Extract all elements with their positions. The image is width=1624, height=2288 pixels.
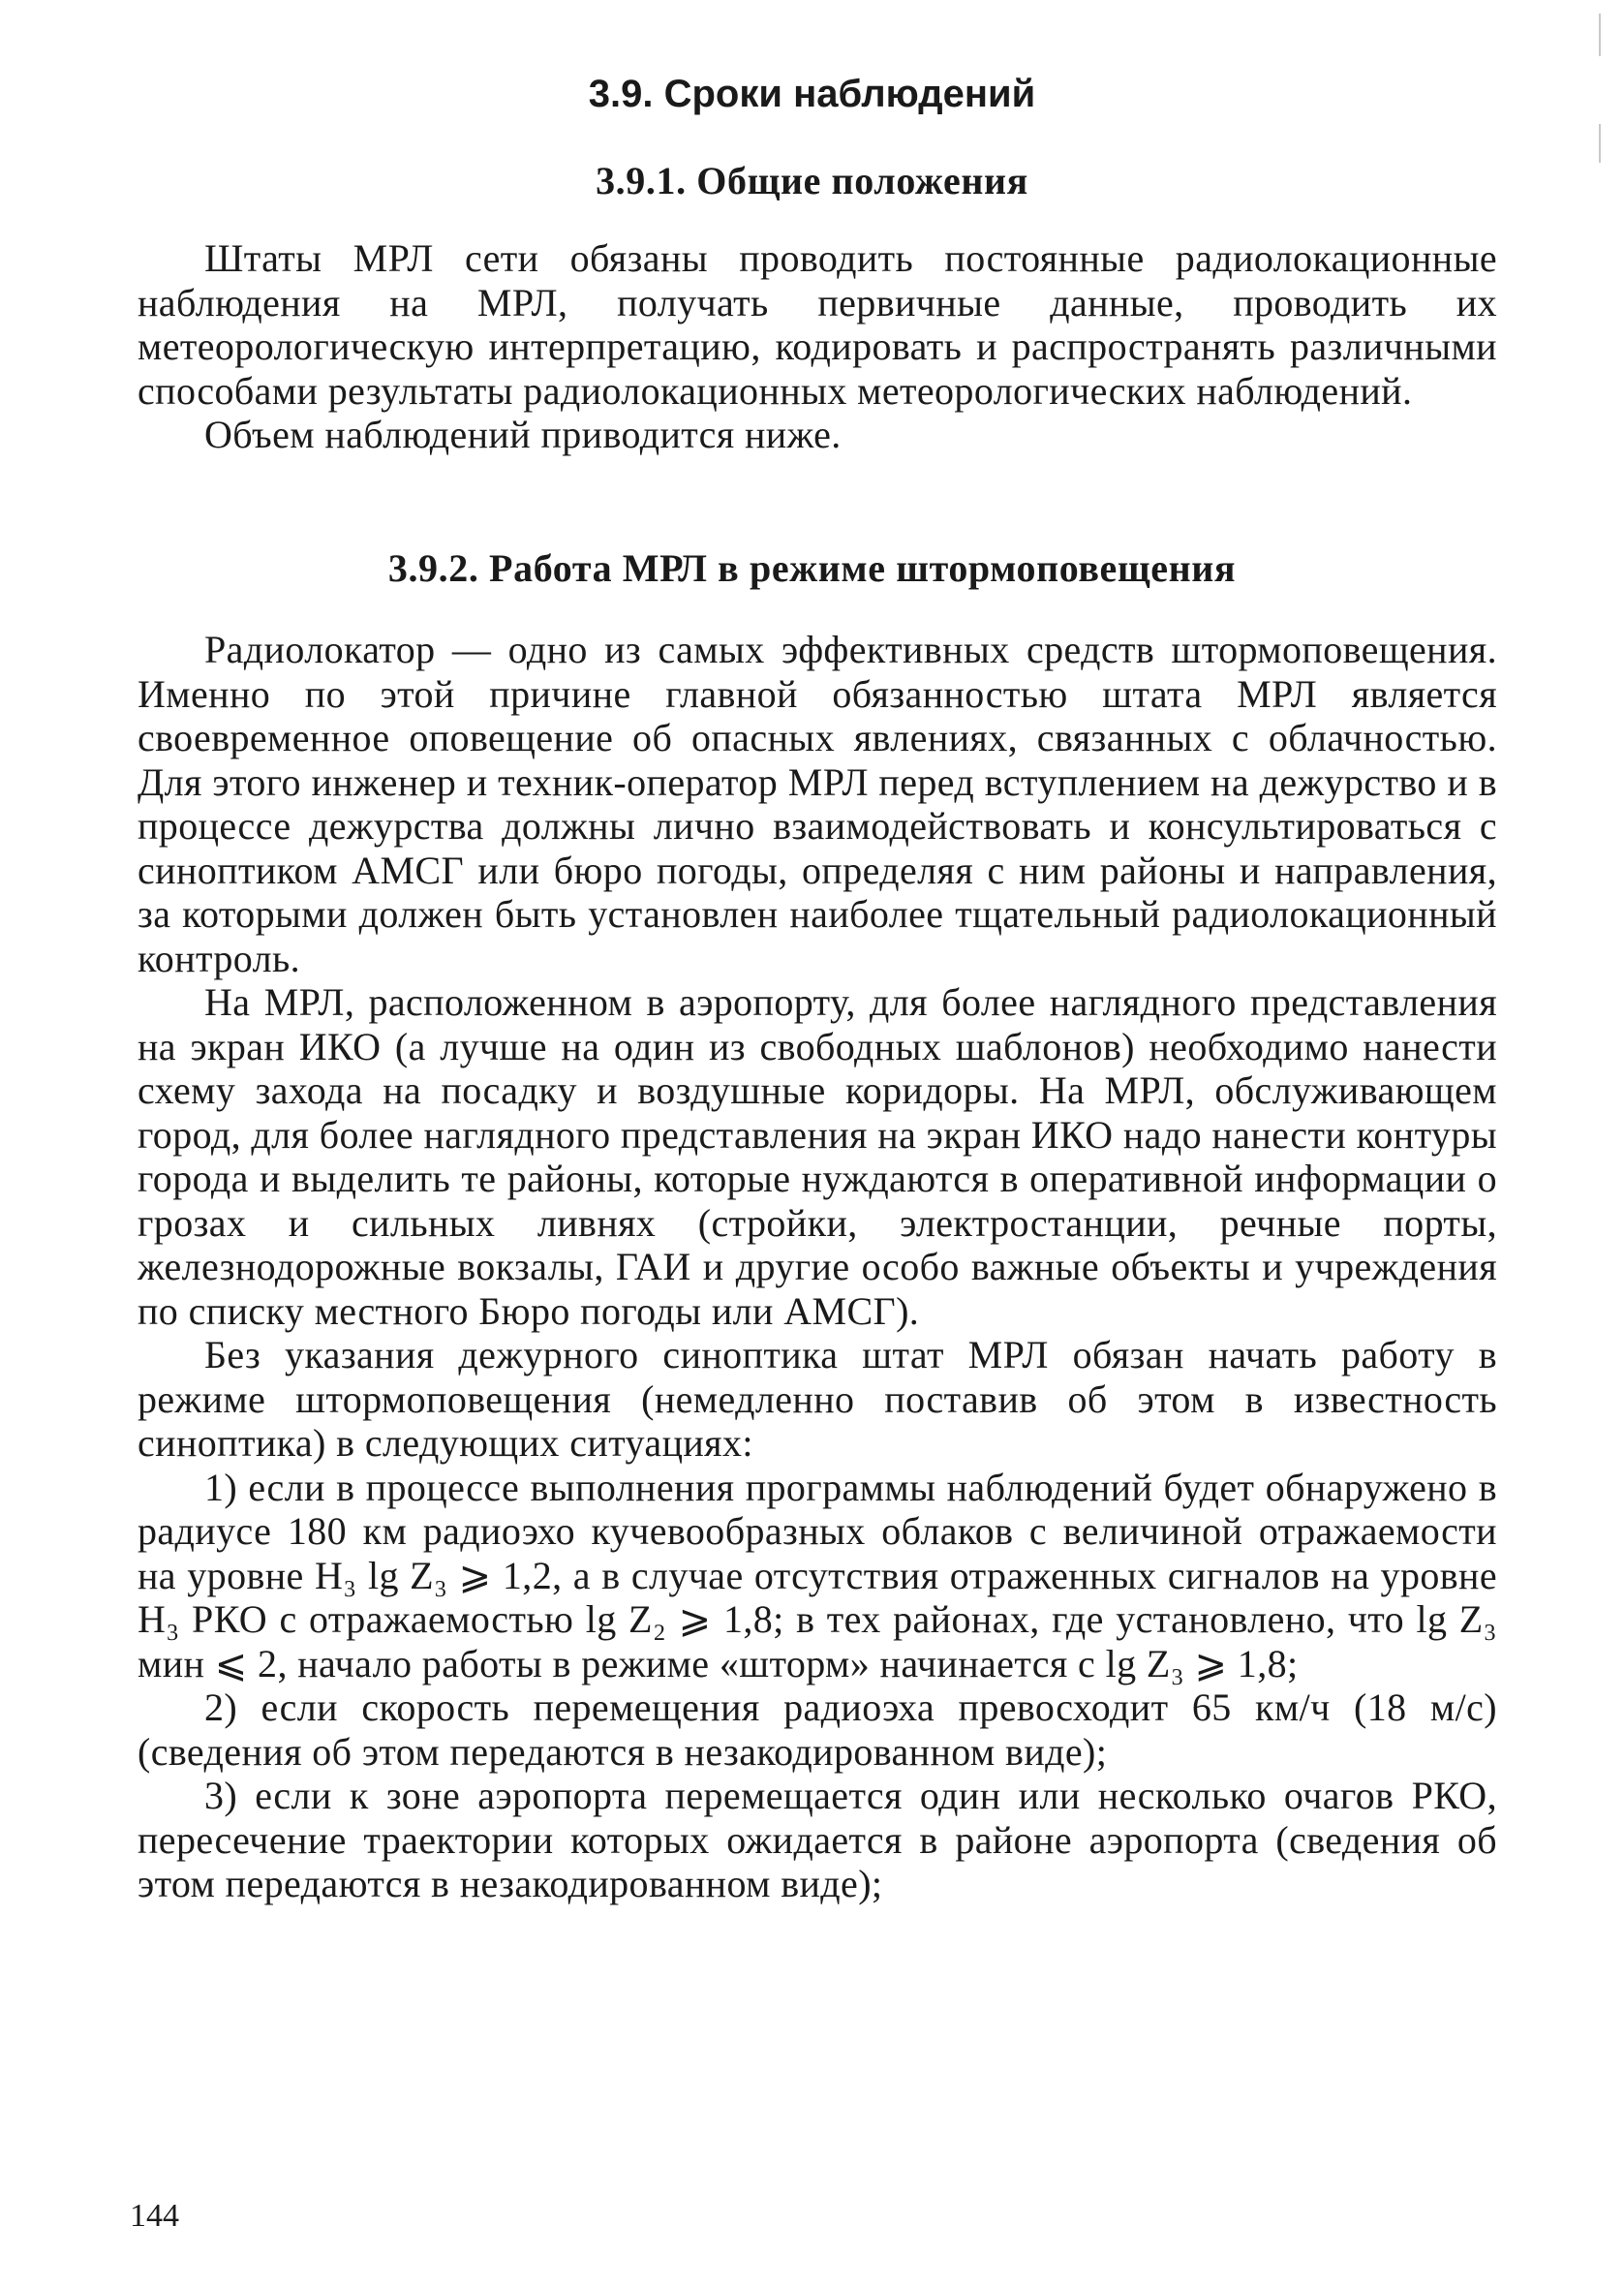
section-2-body bbox=[138, 628, 1497, 1906]
paragraph: Штаты МРЛ сети обязаны проводить постоянные радиолокационные наблюдения на МРЛ, получать первичные данные, проводить их метеорологическую интерпретацию, кодировать и распространять различными способами результаты радиолокационных метеорологических наблюдений. bbox=[138, 236, 1497, 413]
edge-mark bbox=[1599, 14, 1601, 56]
section-1-body bbox=[138, 236, 1497, 457]
list-item: 2) если скорость перемещения радиоэха превосходит 65 км/ч (18 м/с) (сведения об этом передаются в незакодированном виде); bbox=[138, 1685, 1497, 1774]
page-number: 144 bbox=[130, 2198, 179, 2234]
paragraph: Без указания дежурного синоптика штат МРЛ обязан начать работу в режиме штормоповещения (немедленно поставив об этом в известность синоптика) в следующих ситуациях: bbox=[138, 1333, 1497, 1465]
paragraph: Радиолокатор — одно из самых эффективных средств штормоповещения. Именно по этой причине главной обязанностью штата МРЛ является своевременное оповещение об опасных явлениях, связанных с облачностью. Для этого инженер и техник-оператор МРЛ перед вступлением на дежурство и в процессе дежурства должны лично взаимодействовать и консультироваться с синоптиком АМСГ или бюро погоды, определяя с ним районы и направления, за которыми должен быть установлен наиболее тщательный радиолокационный контроль. bbox=[138, 628, 1497, 980]
subsection-heading-storm-warning: 3.9.2. Работа МРЛ в режиме штормоповещения bbox=[387, 546, 1237, 590]
section-heading: 3.9. Сроки наблюдений bbox=[588, 73, 1036, 115]
subsection-heading-general: 3.9.1. Общие положения bbox=[596, 159, 1028, 202]
list-item: 1) если в процессе выполнения программы наблюдений будет обнаружено в радиусе 180 км радиоэхо кучевообразных облаков с величиной отражаемости на уровне H₃ lg Z₃ ⩾ 1,2, а в случае отсутствия отраженных сигналов на уровне H₃ РКО с отражаемостью lg Z₂ ⩾ 1,8; в тех районах, где установлено, что lg Z₃ мин ⩽ 2, начало работы в режиме «шторм» начинается с lg Z₃ ⩾ 1,8; bbox=[138, 1465, 1497, 1685]
paragraph: На МРЛ, расположенном в аэропорту, для более наглядного представления на экран ИКО (а лучше на один из свободных шаблонов) необходимо нанести схему захода на посадку и воздушные коридоры. На МРЛ, обслуживающем город, для более наглядного представления на экран ИКО надо нанести контуры города и выделить те районы, которые нуждаются в оперативной информации о грозах и сильных ливнях (стройки, электростанции, речные порты, железнодорожные вокзалы, ГАИ и другие особо важные объекты и учреждения по списку местного Бюро погоды или АМСГ). bbox=[138, 980, 1497, 1333]
paragraph: Объем наблюдений приводится ниже. bbox=[204, 413, 842, 456]
list-item: 3) если к зоне аэропорта перемещается один или несколько очагов РКО, пересечение траектории которых ожидается в районе аэропорта (сведения об этом передаются в незакодированном виде); bbox=[138, 1774, 1497, 1905]
